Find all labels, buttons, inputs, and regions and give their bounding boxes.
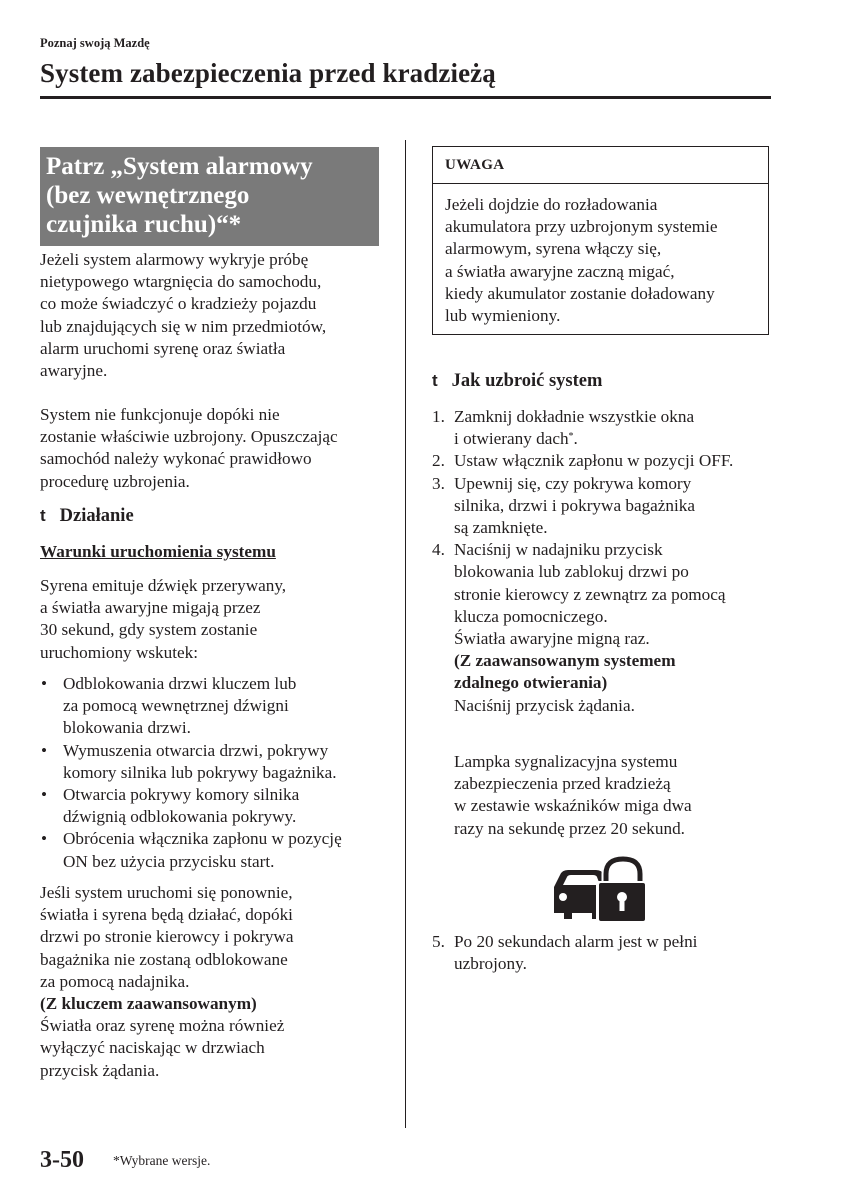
text-line: co może świadczyć o kradzieży pojazdu bbox=[40, 294, 317, 314]
reference-line: czujnika ruchu)“* bbox=[46, 211, 242, 238]
text-line: Światła oraz syrenę można również bbox=[40, 1016, 285, 1036]
text-line: zostanie właściwie uzbrojony. Opuszczając bbox=[40, 427, 338, 447]
text-line: (Z zaawansowanym systemem bbox=[454, 651, 676, 671]
step-3 bbox=[432, 473, 733, 540]
text-line: zdalnego otwierania) bbox=[454, 673, 608, 693]
trigger-list bbox=[40, 673, 342, 873]
text-line: alarmowym, syrena włączy się, bbox=[445, 239, 662, 259]
list-item bbox=[40, 828, 342, 872]
text-line: ON bez użycia przycisku start. bbox=[63, 851, 275, 871]
text-fragment: i otwierany dach bbox=[454, 429, 569, 449]
text-line: • Otwarcia pokrywy komory silnika bbox=[63, 785, 300, 805]
subsection-heading: Warunki uruchomienia systemu bbox=[40, 542, 276, 561]
text-line: Upewnij się, czy pokrywa komory bbox=[454, 473, 692, 493]
note-box bbox=[432, 146, 769, 335]
text-line: Zamknij dokładnie wszystkie okna bbox=[454, 407, 695, 426]
section-heading-operation bbox=[40, 506, 134, 527]
text-line: Jeżeli dojdzie do rozładowania bbox=[445, 195, 658, 214]
text-line: lub wymieniony. bbox=[445, 306, 561, 326]
text-line: dźwignią odblokowania pokrywy. bbox=[63, 807, 297, 827]
note-title: UWAGA bbox=[433, 147, 768, 184]
text-line: za pomocą wewnętrznej dźwigni bbox=[63, 696, 289, 716]
column-divider bbox=[405, 140, 406, 1128]
text-line: • Obrócenia włącznika zapłonu w pozycję bbox=[63, 829, 342, 849]
advanced-key-label: (Z kluczem zaawansowanym) bbox=[40, 994, 257, 1014]
section-marker: t bbox=[432, 371, 438, 390]
text-line: Syrena emituje dźwięk przerywany, bbox=[40, 576, 287, 595]
text-line: klucza pomocniczego. bbox=[454, 606, 608, 626]
text-line: Ustaw włącznik zapłonu w pozycji OFF. bbox=[454, 451, 734, 471]
step-number: 2. bbox=[432, 451, 445, 471]
section-title: Działanie bbox=[59, 506, 134, 526]
text-line: 30 sekund, gdy system zostanie bbox=[40, 620, 258, 640]
section-title: Jak uzbroić system bbox=[451, 371, 603, 391]
intro-paragraph bbox=[40, 249, 326, 382]
text-line: Światła awaryjne migną raz. bbox=[454, 629, 650, 649]
step-5 bbox=[432, 931, 697, 975]
text-line: zabezpieczenia przed kradzieżą bbox=[454, 774, 671, 794]
text-line bbox=[454, 428, 733, 450]
text-line: procedurę uzbrojenia. bbox=[40, 471, 190, 491]
text-line: Jeżeli system alarmowy wykryje próbę bbox=[40, 250, 309, 269]
text-line: • Wymuszenia otwarcia drzwi, pokrywy bbox=[63, 740, 329, 760]
arming-steps bbox=[432, 406, 733, 717]
text-line: Naciśnij przycisk żądania. bbox=[454, 695, 635, 715]
text-line: a światła awaryjne zaczną migać, bbox=[445, 261, 675, 281]
list-item bbox=[40, 673, 342, 740]
text-line: akumulatora przy uzbrojonym systemie bbox=[445, 217, 718, 237]
step-2 bbox=[432, 450, 733, 472]
car-padlock-icon bbox=[552, 855, 648, 925]
title-rule bbox=[40, 96, 771, 99]
breadcrumb: Poznaj swoją Mazdę bbox=[40, 36, 150, 50]
text-line: Po 20 sekundach alarm jest w pełni bbox=[454, 932, 698, 951]
text-line: uruchomiony wskutek: bbox=[40, 642, 199, 662]
text-line: są zamknięte. bbox=[454, 518, 548, 538]
text-line: za pomocą nadajnika. bbox=[40, 971, 190, 991]
text-line: lub znajdujących się w nim przedmiotów, bbox=[40, 316, 327, 336]
lamp-paragraph bbox=[454, 751, 692, 840]
text-line: awaryjne. bbox=[40, 361, 108, 381]
page-number: 3-50 bbox=[40, 1147, 84, 1173]
restart-paragraph bbox=[40, 882, 293, 1082]
text-line: blokowania drzwi. bbox=[63, 718, 191, 738]
step-4 bbox=[432, 539, 733, 717]
text-line: Jeśli system uruchomi się ponownie, bbox=[40, 883, 293, 902]
text-line: Naciśnij w nadajniku przycisk bbox=[454, 540, 663, 560]
footnote-mark: * bbox=[568, 431, 574, 443]
text-line: uzbrojony. bbox=[454, 954, 527, 974]
reference-line: (bez wewnętrznego bbox=[46, 182, 250, 209]
text-line: wyłączyć naciskając w drzwiach bbox=[40, 1038, 265, 1058]
text-line: drzwi po stronie kierowcy i pokrywa bbox=[40, 927, 294, 947]
page-title: System zabezpieczenia przed kradzieżą bbox=[40, 58, 496, 88]
text-line: komory silnika lub pokrywy bagażnika. bbox=[63, 762, 337, 782]
text-line: alarm uruchomi syrenę oraz światła bbox=[40, 338, 286, 358]
reference-box bbox=[40, 147, 379, 246]
text-line: przycisk żądania. bbox=[40, 1060, 160, 1080]
text-line: Lampka sygnalizacyjna systemu bbox=[454, 752, 678, 771]
text-line: • Odblokowania drzwi kluczem lub bbox=[63, 674, 297, 693]
text-line: kiedy akumulator zostanie doładowany bbox=[445, 283, 715, 303]
text-line: a światła awaryjne migają przez bbox=[40, 598, 261, 618]
text-line: nietypowego wtargnięcia do samochodu, bbox=[40, 272, 322, 292]
list-item bbox=[40, 784, 342, 828]
text-line: silnika, drzwi i pokrywa bagażnika bbox=[454, 495, 696, 515]
system-paragraph bbox=[40, 404, 338, 493]
step-1 bbox=[432, 406, 733, 450]
step-5-content bbox=[432, 931, 697, 975]
step-number: 4. bbox=[432, 540, 445, 560]
footnote: *Wybrane wersje. bbox=[113, 1153, 211, 1168]
text-line: bagażnika nie zostaną odblokowane bbox=[40, 949, 288, 969]
step-number: 3. bbox=[432, 473, 445, 493]
note-body bbox=[445, 194, 718, 327]
siren-paragraph bbox=[40, 575, 286, 664]
text-line: światła i syrena będą działać, dopóki bbox=[40, 905, 293, 925]
reference-line: Patrz „System alarmowy bbox=[46, 153, 313, 180]
section-heading-arming bbox=[432, 371, 602, 392]
text-line: blokowania lub zablokuj drzwi po bbox=[454, 562, 689, 582]
step-number: 5. bbox=[432, 932, 445, 951]
text-fragment: . bbox=[573, 429, 578, 449]
text-line: stronie kierowcy z zewnątrz za pomocą bbox=[454, 584, 726, 604]
list-item bbox=[40, 740, 342, 784]
section-marker: t bbox=[40, 506, 46, 525]
text-line: razy na sekundę przez 20 sekund. bbox=[454, 818, 685, 838]
text-line: samochód należy wykonać prawidłowo bbox=[40, 449, 312, 469]
step-number: 1. bbox=[432, 407, 445, 426]
text-line: w zestawie wskaźników miga dwa bbox=[454, 796, 692, 816]
text-line: System nie funkcjonuje dopóki nie bbox=[40, 405, 280, 424]
